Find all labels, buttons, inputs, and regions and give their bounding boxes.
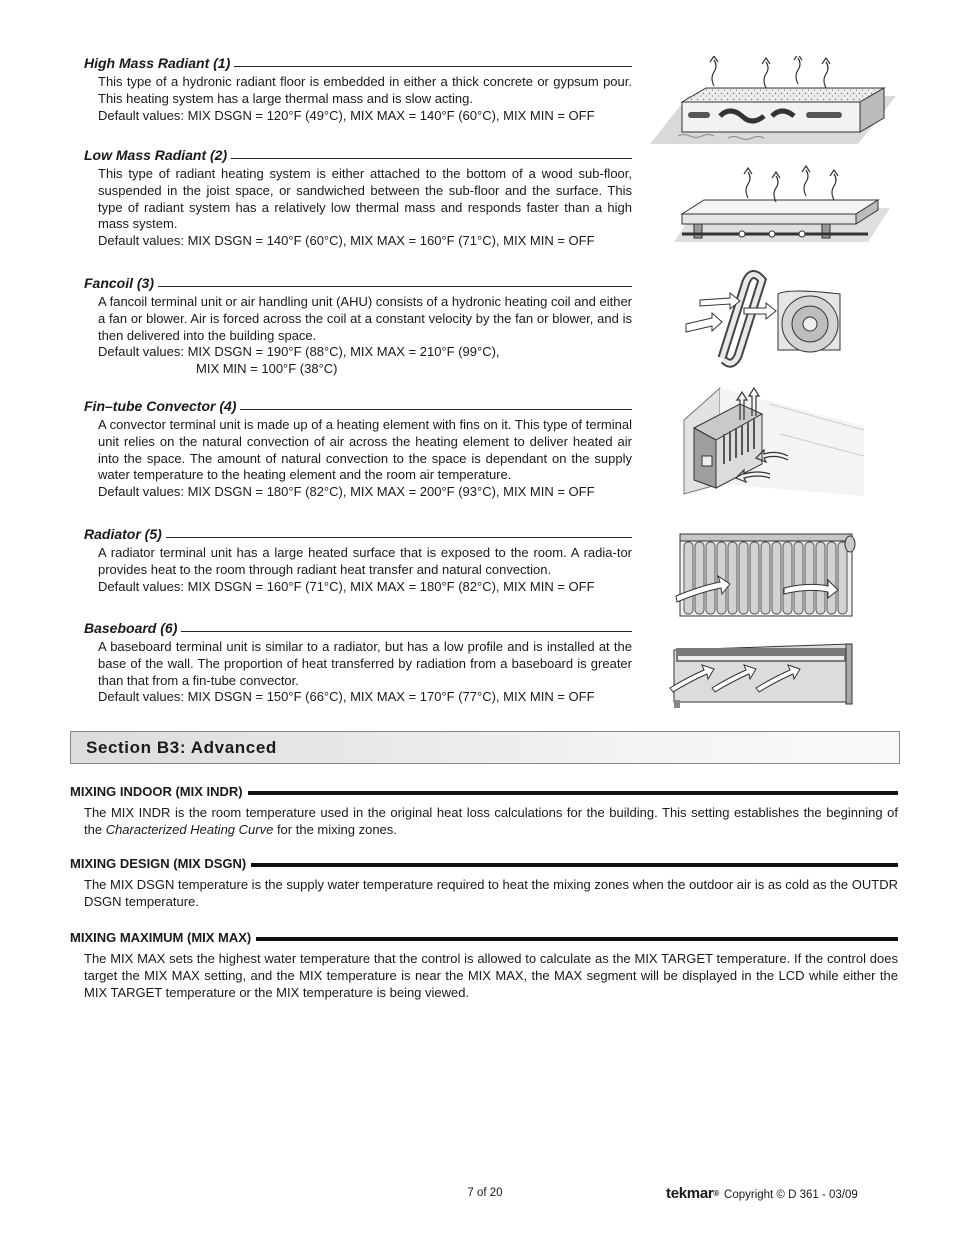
section-b3-banner bbox=[70, 731, 900, 764]
section-description: This type of a hydronic radiant floor is embedded in either a thick concrete or gypsum pour. This heating system has a large thermal mass and is slow acting. bbox=[98, 74, 632, 106]
section-defaults: Default values: MIX DSGN = 150°F (66°C), MIX MAX = 170°F (77°C), MIX MIN = OFF bbox=[98, 689, 595, 705]
tekmar-logo: tekmar® bbox=[666, 1185, 720, 1202]
high-mass-radiant-illustration bbox=[648, 56, 898, 148]
setting-description: The MIX MAX sets the highest water temperature that the control is allowed to calculate as the MIX TARGET temperature. If the control does target the MIX MAX setting, and the MIX temperature is near the MIX MAX, the MAX segment will be displayed in the LCD while either the MIX TARGET temperature or the MIX temperature is being viewed. bbox=[84, 951, 898, 1000]
section-description: A fancoil terminal unit or air handling unit (AHU) consists of a hydronic heating coil and either a fan or blower. Air is forced across the coil at a constant velocity by the fan or blower, and is then delivered into the building space. bbox=[98, 294, 632, 343]
copyright: Copyright © D 361 - 03/09 bbox=[724, 1189, 858, 1201]
section-defaults: Default values: MIX DSGN = 180°F (82°C), MIX MAX = 200°F (93°C), MIX MIN = OFF bbox=[98, 484, 595, 500]
title-rule bbox=[84, 537, 632, 538]
baseboard-illustration bbox=[664, 640, 856, 710]
characterized-heating-curve-term: Characterized Heating Curve bbox=[105, 822, 274, 837]
section-defaults: Default values: MIX DSGN = 190°F (88°C), MIX MAX = 210°F (99°C), bbox=[98, 344, 500, 360]
banner-title: Section B3: Advanced bbox=[86, 738, 277, 757]
section-radiator bbox=[84, 525, 632, 595]
section-high-mass-radiant bbox=[84, 54, 632, 124]
setting-description: The MIX DSGN temperature is the supply water temperature required to heat the mixing zones when the outdoor air is as cold as the OUTDR DSGN temperature. bbox=[84, 877, 898, 909]
fancoil-illustration bbox=[682, 268, 848, 368]
section-title: Low Mass Radiant (2) bbox=[84, 146, 231, 164]
setting-mix-indr bbox=[70, 783, 898, 838]
section-title: Radiator (5) bbox=[84, 525, 166, 543]
setting-title: MIXING DESIGN (MIX DSGN) bbox=[70, 855, 251, 873]
low-mass-radiant-illustration bbox=[672, 160, 892, 246]
section-title: Fancoil (3) bbox=[84, 274, 158, 292]
setting-mix-max bbox=[70, 929, 898, 1001]
section-defaults-continued: MIX MIN = 100°F (38°C) bbox=[196, 361, 338, 377]
section-title: Fin–tube Convector (4) bbox=[84, 397, 240, 415]
section-fancoil bbox=[84, 274, 632, 378]
section-description: A radiator terminal unit has a large heated surface that is exposed to the room. A radia-tor provides heat to the room through radiant heat transfer and natural convection. bbox=[98, 545, 632, 577]
title-rule bbox=[84, 286, 632, 287]
section-title: High Mass Radiant (1) bbox=[84, 54, 234, 72]
section-low-mass-radiant bbox=[84, 146, 632, 250]
section-defaults: Default values: MIX DSGN = 160°F (71°C), MIX MAX = 180°F (82°C), MIX MIN = OFF bbox=[98, 578, 595, 594]
section-defaults: Default values: MIX DSGN = 120°F (49°C), MIX MAX = 140°F (60°C), MIX MIN = OFF bbox=[98, 107, 595, 123]
section-description: A convector terminal unit is made up of a heating element with fins on it. This type of terminal unit relies on the natural convection of air across the heating element to deliver heated air into the space. The amount of natural convection to the space is dependant on the supply water temperature to the heating element and the room air temperature. bbox=[98, 417, 632, 483]
setting-description: The MIX INDR is the room temperature used in the original heat loss calculations for the building. This setting establishes the beginning of the Characterized Heating Curve for the mixing zones. bbox=[84, 805, 898, 837]
section-description: This type of radiant heating system is either attached to the bottom of a wood sub-floor, suspended in the joist space, or sandwiched between the sub-floor and the surface. This type of radiant system has a relatively low thermal mass and responds faster than a high mass system. bbox=[98, 166, 632, 232]
section-fin-tube-convector bbox=[84, 397, 632, 501]
setting-title: MIXING MAXIMUM (MIX MAX) bbox=[70, 929, 256, 947]
section-baseboard bbox=[84, 619, 632, 706]
section-title: Baseboard (6) bbox=[84, 619, 181, 637]
setting-title: MIXING INDOOR (MIX INDR) bbox=[70, 783, 248, 801]
radiator-illustration bbox=[672, 530, 860, 620]
section-description: A baseboard terminal unit is similar to a radiator, but has a low profile and is installed at the base of the wall. The proportion of heat transferred by radiation from a baseboard is greater than that from a fin-tube convector. bbox=[98, 639, 632, 688]
fin-tube-convector-illustration bbox=[680, 384, 864, 498]
section-defaults: Default values: MIX DSGN = 140°F (60°C), MIX MAX = 160°F (71°C), MIX MIN = OFF bbox=[98, 233, 595, 249]
page-number: 7 of 20 bbox=[467, 1187, 503, 1199]
footer-branding bbox=[666, 1184, 858, 1205]
setting-mix-dsgn bbox=[70, 855, 898, 910]
